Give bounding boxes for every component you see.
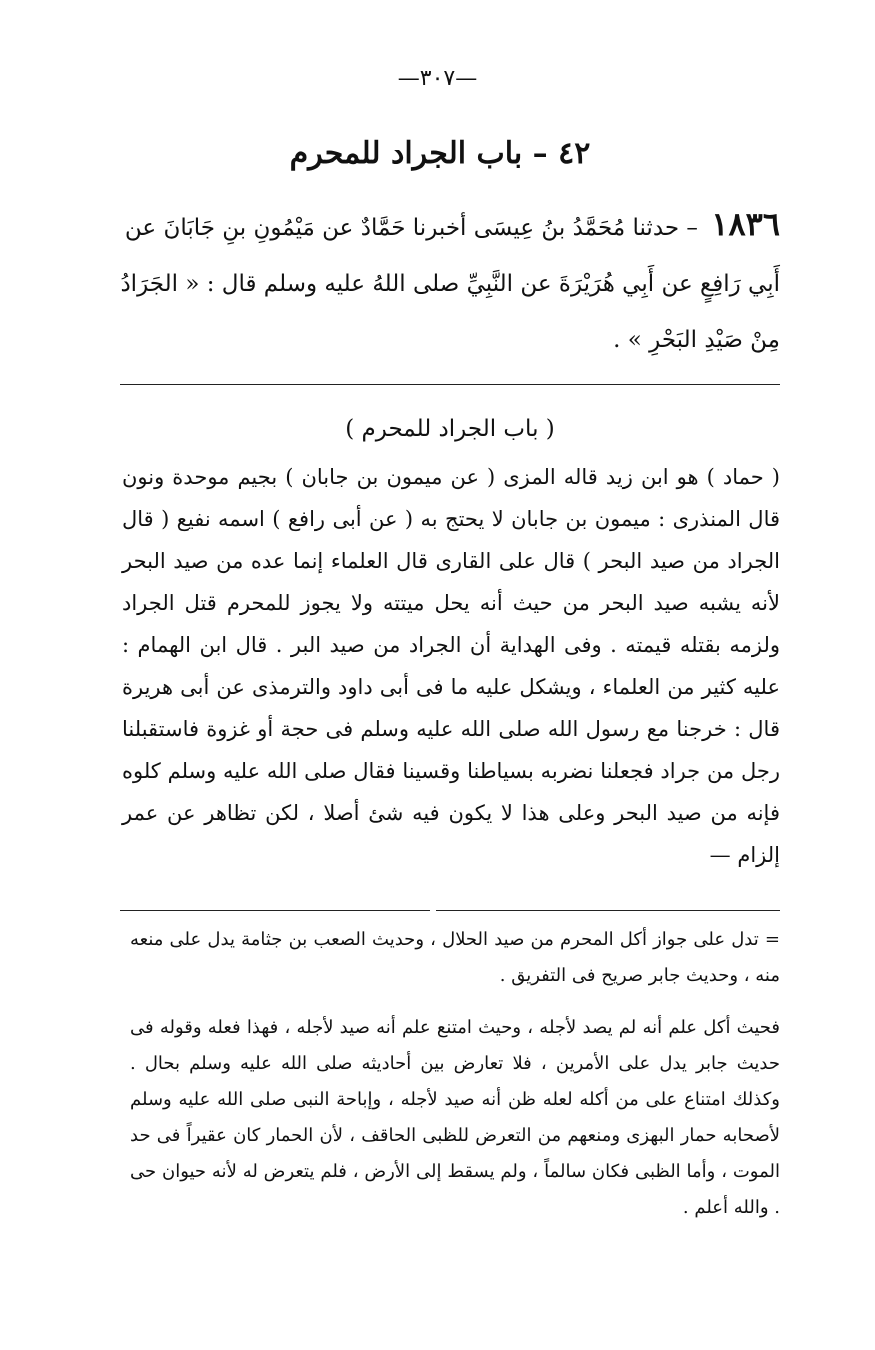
commentary-body	[122, 456, 780, 876]
footnote-divider-right	[436, 910, 780, 911]
footnote-paragraph: = تدل على جواز أكل المحرم من صيد الحلال ، وحديث الصعب بن جثامة يدل على منعه منه ، وحديث جابر صريح فى التفريق .	[130, 929, 780, 986]
footnotes	[130, 922, 780, 1226]
page-number: —٣٠٧—	[397, 66, 478, 91]
commentary-paragraph: ( حماد ) هو ابن زيد قاله المزى ( عن ميمون بن جابان ) بجيم موحدة ونون قال المنذرى : ميمون بن جابان لا يحتج به ( عن أبى رافع ) اسمه نفيع ( قال الجراد من صيد البحر ) قال على القارى قال العلماء إنما عده من صيد البحر لأنه يشبه صيد البحر من حيث أنه يحل ميتته ولا يجوز للمحرم قتل الجراد ولزمه بقتله قيمته . وفى الهداية أن الجراد من صيد البر . قال ابن الهمام : عليه كثير من العلماء ، ويشكل عليه ما فى أبى داود والترمذى عن أبى هريرة قال : خرجنا مع رسول الله صلى الله عليه وسلم فى حجة أو غزوة فاستقبلنا رجل من جراد فجعلنا نضربه بسياطنا وقسينا فقال صلى الله عليه وسلم كلوه فإنه من صيد البحر وعلى هذا لا يكون فيه شئ أصلا ، لكن تظاهر عن عمر إلزام —	[122, 465, 780, 867]
hadith-text-block	[112, 196, 780, 368]
footnote-gap	[130, 994, 780, 1010]
footnote-paragraph: فحيث أكل علم أنه لم يصد لأجله ، وحيث امتنع علم أنه صيد لأجله ، فهذا فعله وقوله فى حديث جابر يدل على الأمرين ، فلا تعارض بين أحاديثه صلى الله عليه وسلم بحال . وكذلك امتناع على من أكله لعله ظن أنه صيد لأجله ، وإباحة النبى صلى الله عليه وسلم لأصحابه حمار البهزى ومنعهم من التعرض للظبى الحاقف ، لأن الحمار كان عقيراً فى حد الموت ، وأما الظبى فكان سالماً ، ولم يسقط إلى الأرض ، فلم يتعرض له لأنه حيوان حى . والله أعلم .	[130, 1017, 780, 1218]
chapter-title: ٤٢ – باب الجراد للمحرم	[289, 136, 591, 171]
commentary-title: ( باب الجراد للمحرم )	[345, 416, 555, 442]
footnote-divider-left	[120, 910, 430, 911]
main-divider	[120, 384, 780, 385]
hadith-text: – حدثنا مُحَمَّدُ بنُ عِيسَى أخبرنا حَمَّادٌ عن مَيْمُونِ بنِ جَابَانَ عن أَبِي رَافِعٍ عن أَبِي هُرَيْرَةَ عن النَّبِيِّ صلى اللهُ عليه وسلم قال : « الجَرَادُ مِنْ صَيْدِ البَحْرِ » .	[120, 215, 780, 353]
hadith-number: ١٨٣٦	[711, 205, 780, 243]
